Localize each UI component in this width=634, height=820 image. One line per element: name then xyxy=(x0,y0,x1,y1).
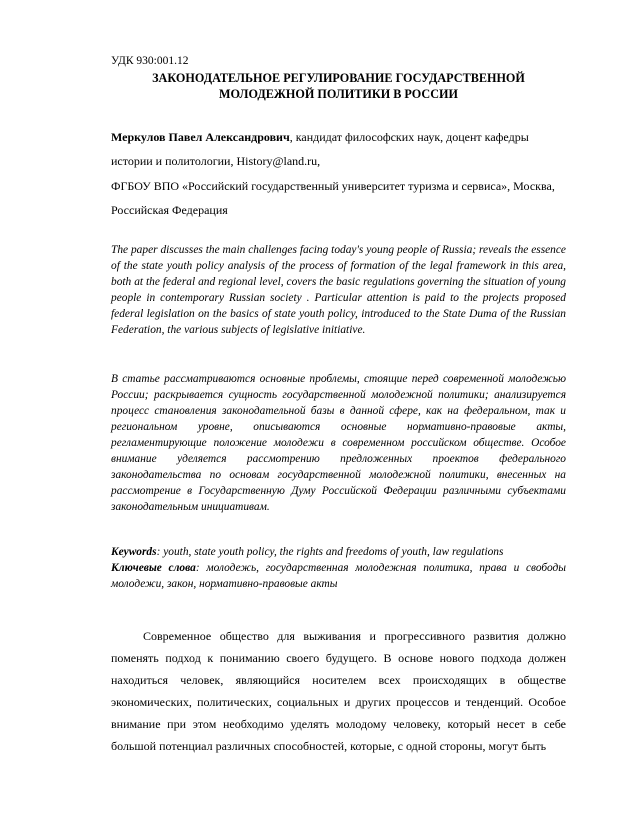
keywords-en-label: Keywords xyxy=(111,546,157,558)
keywords-english xyxy=(111,544,566,560)
affiliation: ФГБОУ ВПО «Российский государственный университет туризма и сервиса», Москва, Российская Федерация xyxy=(111,179,555,217)
title-line-1: ЗАКОНОДАТЕЛЬНОЕ РЕГУЛИРОВАНИЕ ГОСУДАРСТВЕННОЙ xyxy=(152,71,525,85)
keywords-ru-label: Ключевые слова xyxy=(111,562,196,574)
author-name: Меркулов Павел Александрович xyxy=(111,130,290,144)
author-details: , кандидат философских наук, доцент кафедры истории и политологии, History@land.ru, xyxy=(111,130,529,168)
keywords-russian xyxy=(111,560,566,592)
keywords-en-text: : youth, state youth policy, the rights and freedoms of youth, law regulations xyxy=(156,546,504,558)
udc-code: УДК 930:001.12 xyxy=(111,55,189,67)
abstract-russian: В статье рассматриваются основные проблемы, стоящие перед современной молодежью России; раскрывается сущность государственной молодежной политики; анализируется процесс становления законодательной базы в данной сфере, как на федеральном, так и региональном уровне, описываются основные нормативно-правовые акты, регламентирующие положение молодежи в современном российском обществе. Особое внимание уделяется рассмотрению предложенных проектов федерального законодательства по основам государственной молодежной политики, внесенных на рассмотрение в Государственную Думу Российской Федерации различными субъектами законодательным инициативам. xyxy=(111,373,566,513)
author-block xyxy=(111,125,566,173)
keywords-ru-text: : молодежь, государственная молодежная политика, права и свободы молодежи, закон, нормативно-правовые акты xyxy=(111,562,566,590)
paper-title xyxy=(111,70,566,102)
body-text xyxy=(111,625,566,757)
body-paragraph-1: Современное общество для выживания и прогрессивного развития должно поменять подход к пониманию своего будущего. В основе нового подхода должен находиться человек, являющийся носителем всех происходящих в обществе экономических, политических, социальных и других процессов и тенденций. Особое внимание при этом необходимо уделять молодому человеку, который несет в себе большой потенциал различных способностей, которые, с одной стороны, могут быть xyxy=(111,629,566,753)
abstract-english: The paper discusses the main challenges facing today's young people of Russia; reveals the essence of the state youth policy analysis of the process of formation of the legal framework in this area, both at the federal and regional level, covers the basic regulations governing the situation of young people in contemporary Russian society . Particular attention is paid to the projects proposed federal legislation on the basics of state youth policy, introduced to the State Duma of the Russian Federation, the various subjects of legislative initiative. xyxy=(111,244,566,336)
keywords-block xyxy=(111,544,566,592)
title-line-2: МОЛОДЕЖНОЙ ПОЛИТИКИ В РОССИИ xyxy=(218,87,458,101)
